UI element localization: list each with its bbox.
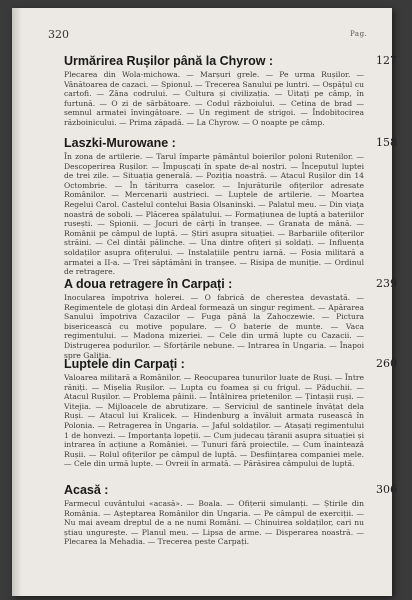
section-title: Urmărirea Rușilor până la Chyrow : (64, 54, 274, 68)
toc-section (64, 483, 397, 547)
section-summary: Farmecul cuvântului «acasă». — Boala. — Ofițerii simulanți. — Știrile din România. — Așteptarea Românilor din Ungaria. — Pe câmpul de exerciții. — Nu mai aveam dreptul de a ne numi Români. — Chinuirea soldaților, cari nu știau ungurește. — Planul meu. — Lipsa de arme. — Disperarea noastră. — Plecarea la Mehadia. — Trecerea peste Carpați. (64, 499, 364, 547)
section-summary: Valoarea militară a Românilor. — Reocuparea tunurilor luate de Ruși. — Între răniți. — Mișelia Rușilor. — Lupta cu foamea și cu frigul. — Păduchii. — Atacul Rușilor. — Problema pâinii. — Întâlnirea prietenilor. — Țintașii ruși. — Vitejia. — Mijloacele de abrutizare. — Serviciul de santinele învățat dela Ruși. — Atacul lui Kralicek. — Hindenburg a învăluit armata rusească în Polonia. — Retragerea în Ungaria. — Jaful soldaților. — Atașați regimentului 1 de honvezi. — Importanța lopeții. — Cum judecau țăranii asupra situației și intrarea în acțiune a României. — Tunuri fără proiectile. — Cum înaintează Rușii. — Rolul ofițerilor pe câmpul de luptă. — Desființarea companiei mele. — Cele din urmă lupte. — Ovreii în armată. — Părăsirea câmpului de luptă. (64, 373, 364, 469)
section-title: A doua retragere în Carpați : (64, 277, 233, 291)
section-title: Laszki-Murowane : (64, 136, 176, 150)
page-binding-shadow (12, 8, 22, 596)
toc-section (64, 277, 397, 360)
section-summary: Inocularea împotriva holerei. — O fabrică de cherestea devastată. — Regimentele de glotași din Ardeal formează un singur regiment. — Apărarea Sanului împotriva Cazacilor — Fuga până la Zahoczewie. — Pictura bisericească cu motive populare. — O baterie de munte. — Vaca regimentului. — Madona mizeriei. — Cele din urmă lupte cu Cazacii. — Distrugerea podurilor. — Sforțările nebune. — Intrarea în Ungaria. — Înapoi spre Galiția. (64, 293, 364, 360)
section-page-number: 127 (376, 54, 397, 67)
section-title: Acasă : (64, 483, 109, 497)
page-number: 320 (48, 28, 69, 41)
toc-section (64, 54, 397, 128)
section-title: Luptele din Carpați : (64, 357, 185, 371)
section-page-number: 260 (376, 357, 397, 370)
toc-section (64, 357, 397, 469)
section-summary: În zona de artilerie. — Tarul împarte pământul boierilor poloni Rutenilor. — Descoperirea Rușilor. — Împușcați în spate de-al nostri. — Începutul luptei de trei zile. — Situația generală. — Poziția noastră. — Atacul Rușilor din 14 Octombrie. — În tăriturra caselor. — Injurăturile ofițerilor adresate Românilor. — Mercenarii austrieci. — Luptele de artilerie. — Moartea Regelui Carol. Castelul contelui Basia Olsaninski. — Palatul meu. — Din viaţa noastră de soboli. — Plăcerea spălatului. — Formațiunea de luptă a bateriilor rusești. — Spionii. — Jocuri de cărți în tranșee. — Granata de mână. — Românii pe câmpul de luptă. — Știri asupra situației. — Barbariile ofițerilor străini. — Cel dintâi pălinche. — Una dintre ofițeri și soldați. — Influența soldaților asupra ofițerului. — Instalațiile pentru iarnă. — Fosia militară a armatei a II-a. — Trei săptămâni în tranșee. — Risipa de muniție. — Ordinul de retragere. (64, 152, 364, 277)
section-summary: Plecarea din Wola-michowa. — Marșuri grele. — Pe urma Rușilor. — Vânătoarea de cazaci. — Spionul. — Trecerea Sanului pe luntri. — Ospățul cu cartofi. — Zâna codrului. — Cultura și civilizația. — Uitați pe câmp, în furtună. — O zi de sărbătoare. — Codul războiului. — Cetina de brad — semnul armatei învingătoare. — Un regiment de strigoi. — Îndobitocirea războinicului. — Prima zăpadă. — La Chyrow. — O noapte pe câmp. (64, 70, 364, 127)
section-page-number: 306 (376, 483, 397, 496)
toc-section (64, 136, 397, 277)
section-page-number: 239 (376, 277, 397, 290)
section-page-number: 158 (376, 136, 397, 149)
book-page (12, 8, 397, 596)
page-column-header: Pag. (350, 30, 368, 38)
